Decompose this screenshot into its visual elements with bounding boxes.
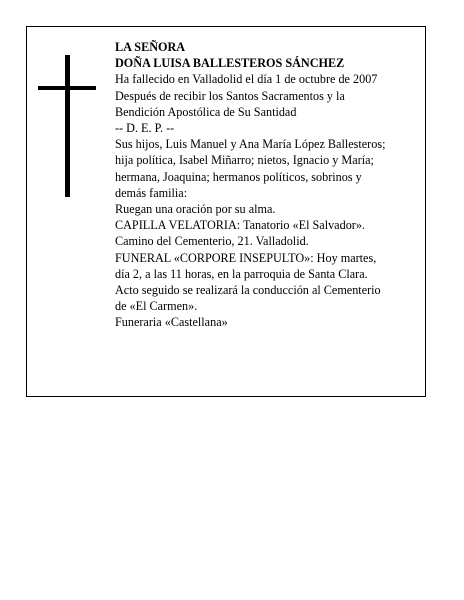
notice-line: Ha fallecido en Valladolid el día 1 de octubre de 2007 bbox=[115, 72, 378, 87]
obituary-notice bbox=[26, 26, 426, 397]
latin-cross-icon bbox=[38, 55, 96, 197]
notice-line: CAPILLA VELATORIA: Tanatorio «El Salvador». bbox=[115, 218, 365, 233]
notice-heading: LA SEÑORA bbox=[115, 40, 186, 54]
notice-line: día 2, a las 11 horas, en la parroquia de Santa Clara. bbox=[115, 266, 368, 281]
notice-line: de «El Carmen». bbox=[115, 299, 198, 314]
notice-line: Sus hijos, Luis Manuel y Ana María López Ballesteros; bbox=[115, 137, 386, 152]
notice-line: hija política, Isabel Miñarro; nietos, Ignacio y María; bbox=[115, 153, 374, 168]
notice-line: Bendición Apostólica de Su Santidad bbox=[115, 104, 297, 119]
notice-line: Después de recibir los Santos Sacramentos y la bbox=[115, 88, 345, 103]
funeral-home: Funeraria «Castellana» bbox=[115, 315, 228, 330]
notice-line: FUNERAL «CORPORE INSEPULTO»: Hoy martes, bbox=[115, 250, 377, 265]
notice-text bbox=[115, 39, 425, 331]
cross-vertical-bar bbox=[65, 55, 70, 197]
cross-horizontal-bar bbox=[38, 86, 96, 90]
deceased-name: DOÑA LUISA BALLESTEROS SÁNCHEZ bbox=[115, 56, 345, 71]
notice-line: hermana, Joaquina; hermanos políticos, sobrinos y bbox=[115, 169, 362, 184]
rip-line: -- D. E. P. -- bbox=[115, 121, 175, 136]
notice-line: Acto seguido se realizará la conducción al Cementerio bbox=[115, 283, 381, 298]
notice-line: Ruegan una oración por su alma. bbox=[115, 202, 276, 217]
notice-line: demás familia: bbox=[115, 185, 188, 200]
notice-line: Camino del Cementerio, 21. Valladolid. bbox=[115, 234, 309, 249]
